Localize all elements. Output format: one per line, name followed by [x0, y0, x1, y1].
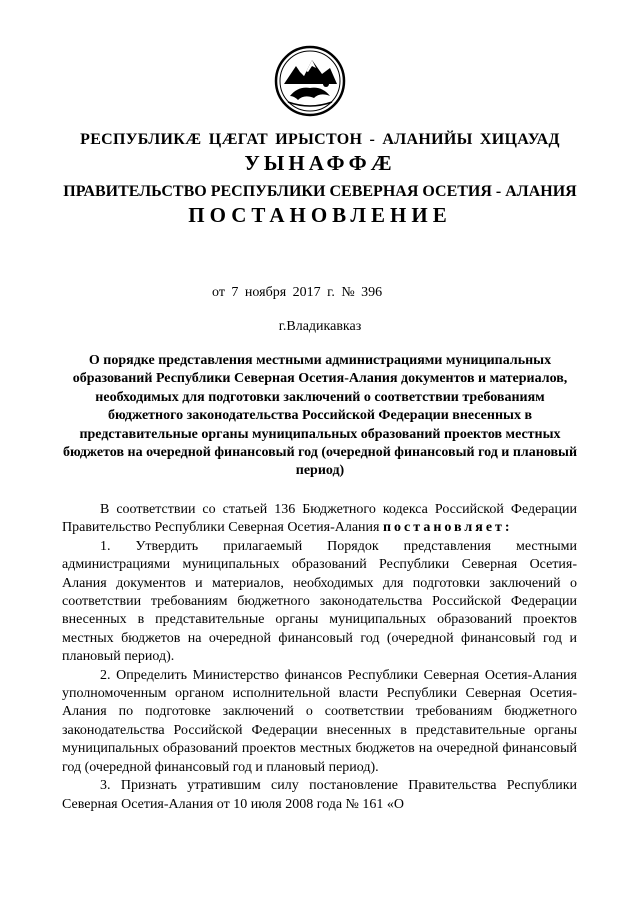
decree-heading-ossetian: УЫНАФФӔ — [244, 151, 396, 175]
item-2-paragraph: 2. Определить Министерство финансов Республики Северная Осетия-Алания уполномоченным органом исполнительной власти Республики Северная Осетия-Алания по подготовке заключений о соответствии требованиям бюджетного законодательства Российской Федерации внесенных в представительные органы муниципальных образований проектов местных бюджетов на очередной финансовый год (очередной финансовый год и плановый период). — [62, 667, 577, 775]
decree-city: г.Владикавказ — [278, 319, 362, 334]
coat-of-arms-emblem — [274, 44, 346, 118]
decree-date-number: от 7 ноября 2017 г. № 396 — [212, 285, 383, 300]
item-1-paragraph: 1. Утвердить прилагаемый Порядок представления местными администрациями муниципальных образований Республики Северная Осетия-Алания документов и материалов, необходимых для подготовки заключений о соответствии требованиям бюджетного законодательства Российской Федерации внесенных в представительные органы муниципальных образований проектов местных бюджетов на очередной финансовый год (очередной финансовый год и плановый период). — [62, 538, 577, 665]
decree-heading-russian: ПОСТАНОВЛЕНИЕ — [188, 203, 452, 227]
decree-title: О порядке представления местными администрациями муниципальных образований Республики Северная Осетия-Алания документов и материалов, необходимых для подготовки заключений о соответствии требованиям бюджетного законодательства Российской Федерации внесенных в представительные органы муниципальных образований проектов местных бюджетов на очередной финансовый год (очередной финансовый год и плановый период) — [62, 353, 578, 479]
government-name-russian: ПРАВИТЕЛЬСТВО РЕСПУБЛИКИ СЕВЕРНАЯ ОСЕТИЯ - АЛАНИЯ — [63, 183, 577, 200]
preamble-paragraph — [62, 501, 577, 538]
decree-body — [62, 501, 577, 814]
republic-name-ossetian: РЕСПУБЛИКӔ ЦӔГАТ ИРЫСТОН - АЛАНИЙЫ ХИЦАУАД — [80, 131, 560, 148]
preamble-text: В соответствии со статьей 136 Бюджетного кодекса Российской Федерации Правительство Республики Северная Осетия-Алания — [62, 502, 577, 536]
item-3-paragraph: 3. Признать утратившим силу постановление Правительства Республики Северная Осетия-Алания от 10 июля 2008 года № 161 «О — [62, 778, 577, 812]
resolves-word: постановляет: — [382, 520, 513, 536]
